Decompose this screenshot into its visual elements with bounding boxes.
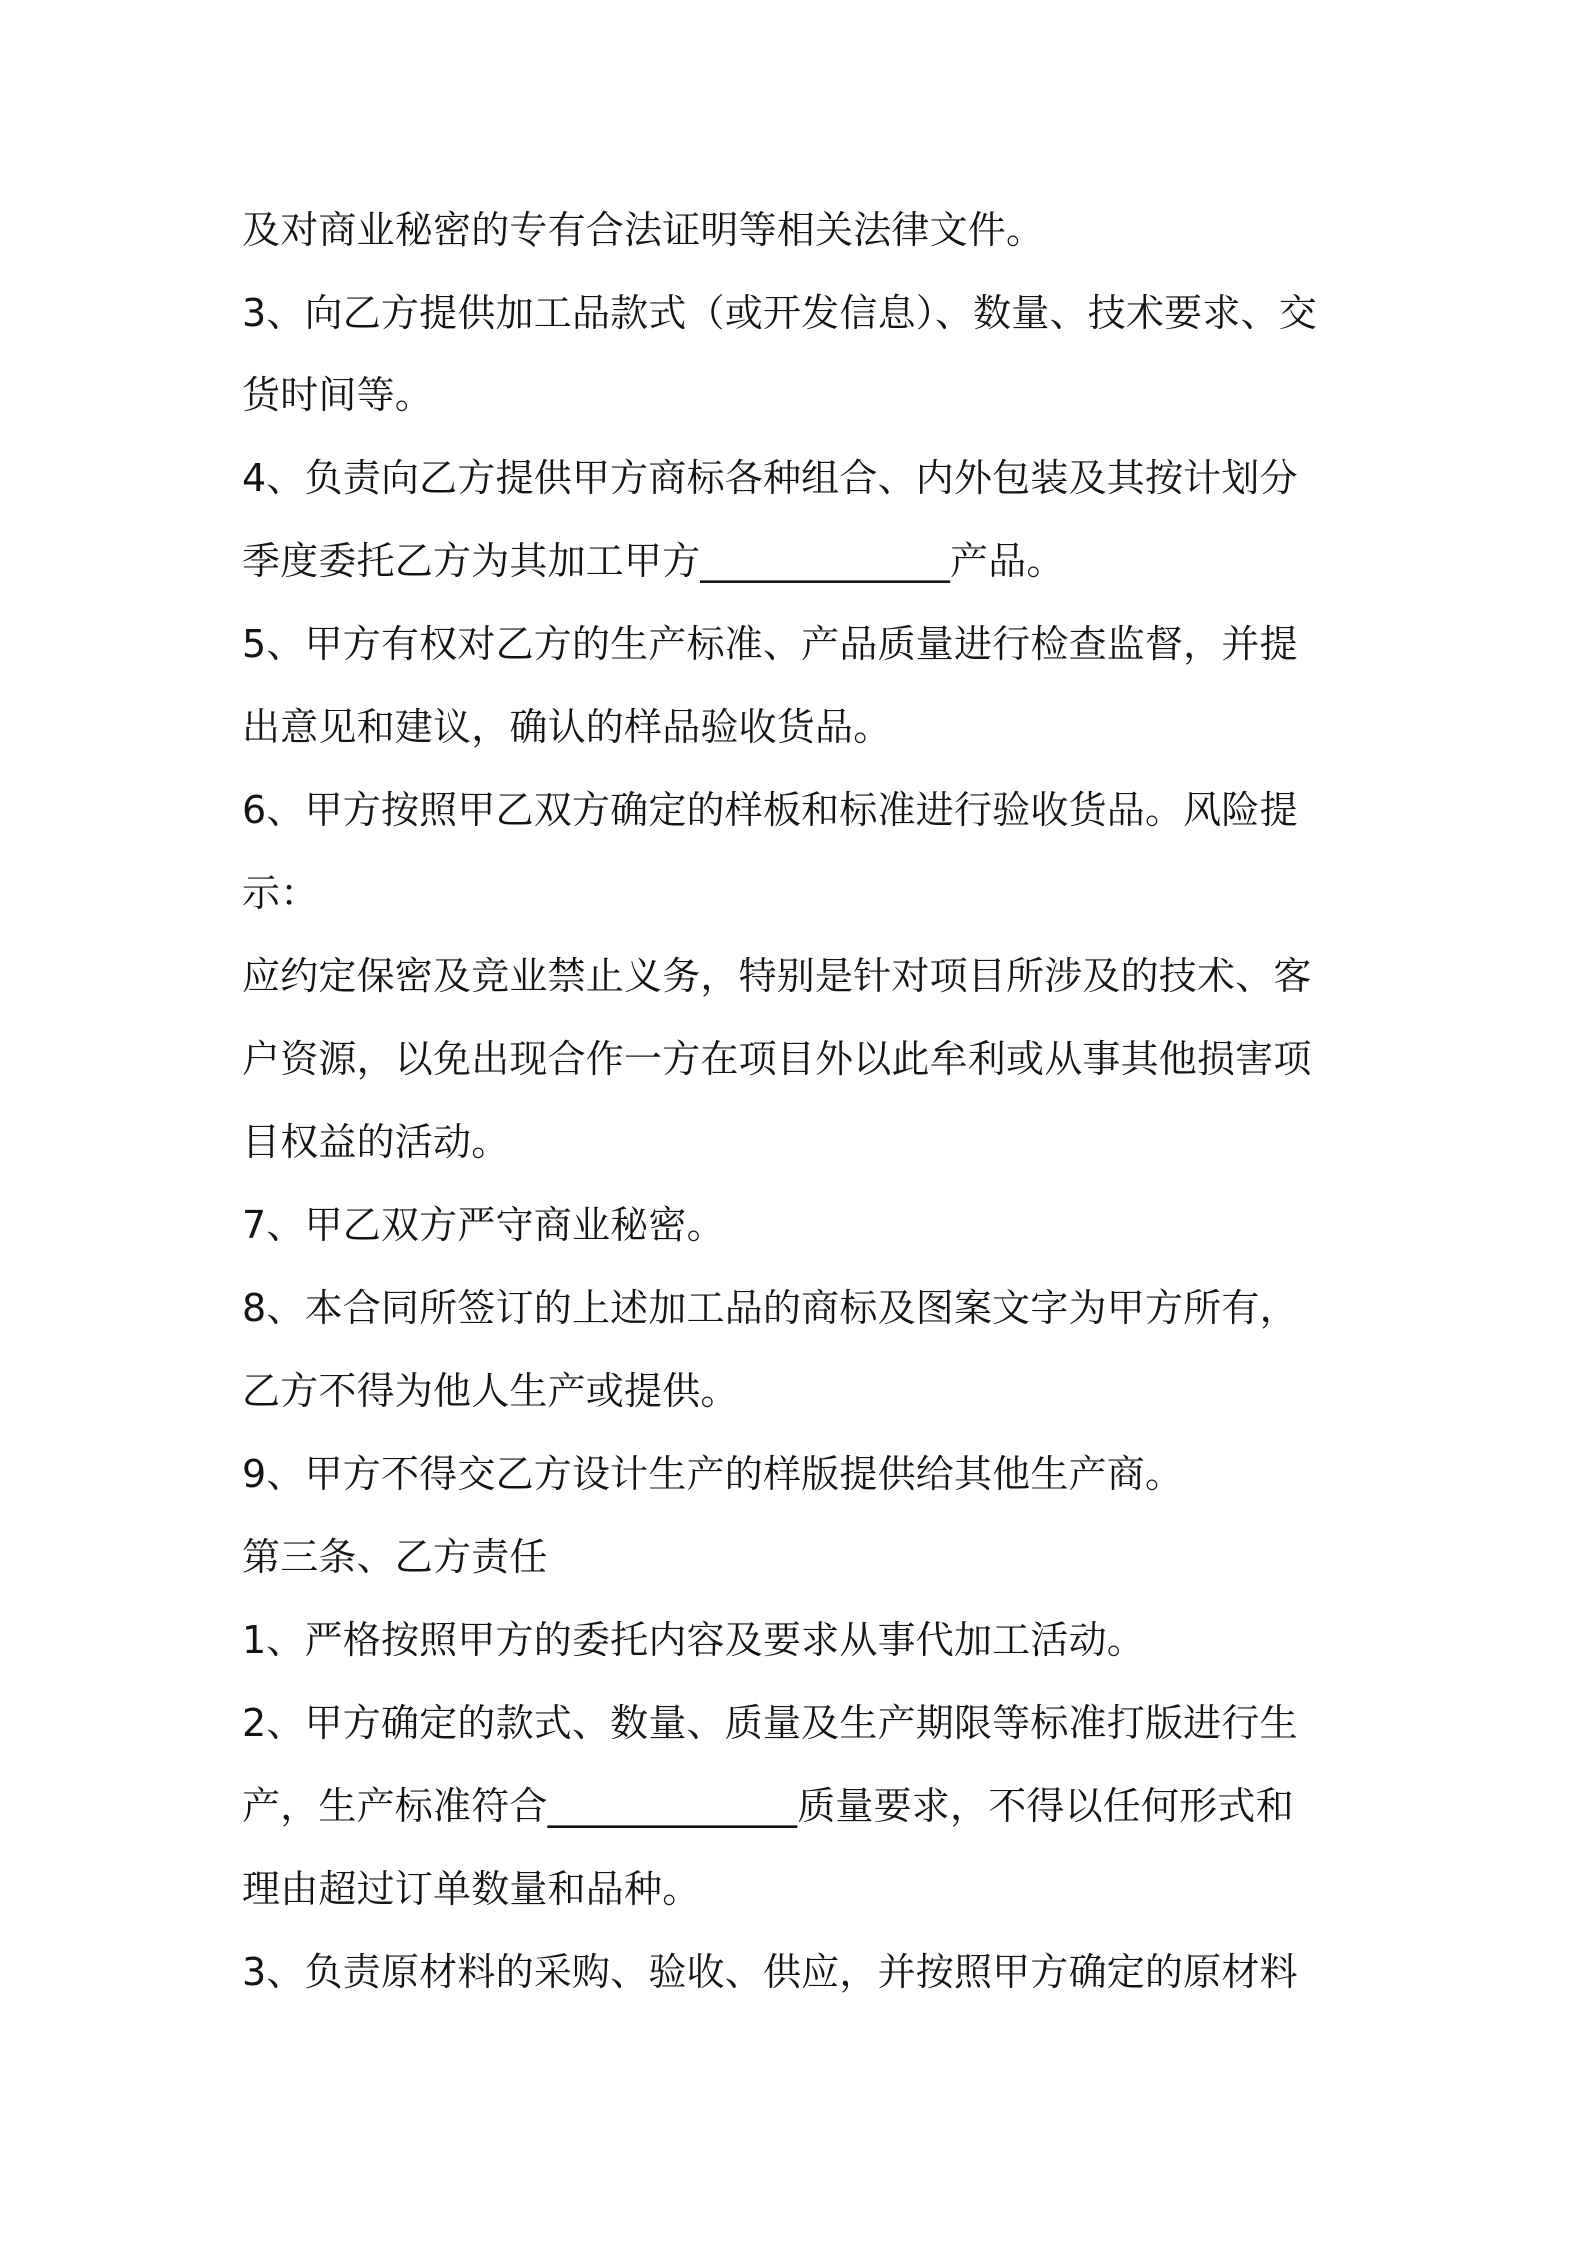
text-line: 示： [242,871,319,915]
text-line: 季度委托乙方为其加工甲方_____________产品。 [242,539,1065,583]
text-line: 9、甲方不得交乙方设计生产的样版提供给其他生产商。 [242,1452,1184,1496]
text-line: 目权益的活动。 [242,1120,510,1164]
text-line: 7、甲乙双方严守商业秘密。 [242,1203,725,1247]
text-line: 及对商业秘密的专有合法证明等相关法律文件。 [242,208,1045,252]
text-line: 4、负责向乙方提供甲方商标各种组合、内外包装及其按计划分 [242,456,1298,500]
text-line: 乙方不得为他人生产或提供。 [242,1369,739,1413]
text-line: 5、甲方有权对乙方的生产标准、产品质量进行检查监督，并提 [242,622,1298,666]
text-line: 8、本合同所签订的上述加工品的商标及图案文字为甲方所有， [242,1286,1298,1330]
text-line: 6、甲方按照甲乙双方确定的样板和标准进行验收货品。风险提 [242,788,1298,832]
text-line: 应约定保密及竞业禁止义务，特别是针对项目所涉及的技术、客 [242,954,1312,998]
section-heading: 第三条、乙方责任 [242,1535,548,1579]
text-line: 1、严格按照甲方的委托内容及要求从事代加工活动。 [242,1618,1145,1662]
text-line: 产，生产标准符合_____________质量要求，不得以任何形式和 [242,1784,1294,1828]
text-line: 3、负责原材料的采购、验收、供应，并按照甲方确定的原材料 [242,1950,1298,1994]
text-line: 货时间等。 [242,373,434,417]
text-line: 2、甲方确定的款式、数量、质量及生产期限等标准打版进行生 [242,1701,1298,1745]
text-line: 户资源，以免出现合作一方在项目外以此牟利或从事其他损害项 [242,1037,1312,1081]
text-line: 3、向乙方提供加工品款式（或开发信息）、数量、技术要求、交 [242,291,1317,335]
text-line: 理由超过订单数量和品种。 [242,1867,701,1911]
text-line: 出意见和建议，确认的样品验收货品。 [242,705,892,749]
